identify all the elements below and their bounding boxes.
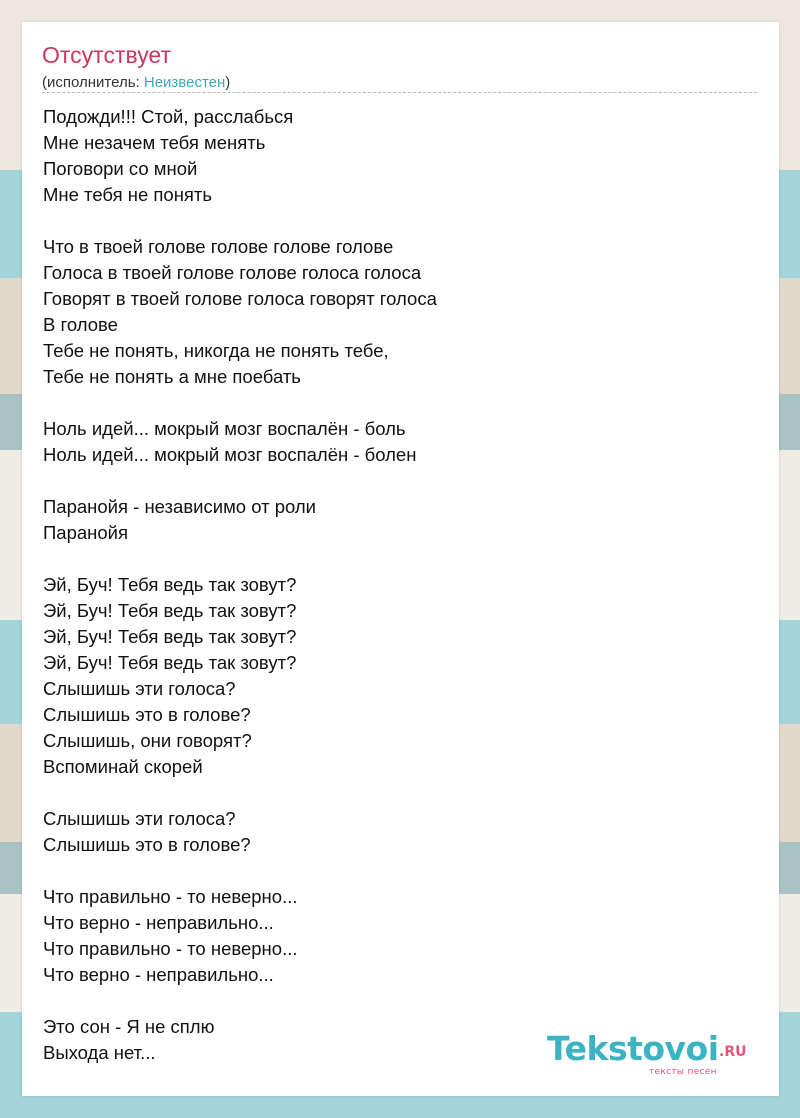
song-title: Отсутствует — [42, 42, 171, 68]
lyric-line: Что правильно - то неверно... — [43, 886, 298, 907]
artist-suffix: ) — [225, 74, 231, 91]
lyrics-card — [22, 22, 779, 1096]
lyric-line: Тебе не понять, никогда не понять тебе, — [43, 340, 389, 361]
stanza-break — [43, 546, 758, 572]
lyric-line: Эй, Буч! Тебя ведь так зовут? — [43, 574, 297, 595]
lyric-line: Слышишь эти голоса? — [43, 808, 236, 829]
artist-prefix: (исполнитель: — [42, 74, 144, 91]
lyric-line: Голоса в твоей голове голове голоса голоса — [43, 262, 422, 283]
lyric-line: Что в твоей голове голове голове голове — [43, 236, 394, 257]
lyric-line: Паранойя - независимо от роли — [43, 496, 317, 517]
lyric-line: Мне тебя не понять — [43, 184, 213, 205]
lyric-line: Эй, Буч! Тебя ведь так зовут? — [43, 652, 297, 673]
artist-link[interactable]: Неизвестен — [143, 74, 226, 91]
lyric-line: Вспоминай скорей — [43, 756, 203, 777]
stanza-break — [43, 780, 758, 806]
logo-tagline: тексты песен — [649, 1067, 717, 1077]
stanza-break — [43, 988, 758, 1014]
lyric-line: Ноль идей... мокрый мозг воспалён - болен — [43, 444, 417, 465]
lyric-line: Слышишь, они говорят? — [43, 730, 252, 751]
lyrics-body — [43, 104, 758, 1066]
logo-wordmark: Tekstovoi — [547, 1029, 719, 1068]
lyric-line: Что верно - неправильно... — [43, 912, 274, 933]
stanza-break — [43, 390, 758, 416]
lyric-line: Слышишь эти голоса? — [43, 678, 236, 699]
lyric-line: Мне незачем тебя менять — [43, 132, 266, 153]
lyric-line: В голове — [43, 314, 118, 335]
divider — [42, 92, 757, 93]
lyric-line: Паранойя — [43, 522, 129, 543]
stanza-break — [43, 468, 758, 494]
lyric-line: Ноль идей... мокрый мозг воспалён - боль — [43, 418, 406, 439]
stanza-break — [43, 208, 758, 234]
lyric-line: Выхода нет... — [43, 1042, 156, 1063]
artist-line — [42, 74, 230, 91]
lyric-line: Поговори со мной — [43, 158, 198, 179]
logo-domain: .RU — [719, 1044, 747, 1060]
lyric-line: Эй, Буч! Тебя ведь так зовут? — [43, 600, 297, 621]
lyric-line: Что правильно - то неверно... — [43, 938, 298, 959]
lyric-line: Эй, Буч! Тебя ведь так зовут? — [43, 626, 297, 647]
lyric-line: Тебе не понять а мне поебать — [43, 366, 301, 387]
lyric-line: Слышишь это в голове? — [43, 704, 251, 725]
lyric-line: Что верно - неправильно... — [43, 964, 274, 985]
stanza-break — [43, 858, 758, 884]
lyric-line: Слышишь это в голове? — [43, 834, 251, 855]
lyric-line: Это сон - Я не сплю — [43, 1016, 215, 1037]
tekstovoi-logo[interactable] — [547, 1029, 752, 1077]
lyric-line: Говорят в твоей голове голоса говорят голоса — [43, 288, 437, 309]
lyric-line: Подожди!!! Стой, расслабься — [43, 106, 294, 127]
